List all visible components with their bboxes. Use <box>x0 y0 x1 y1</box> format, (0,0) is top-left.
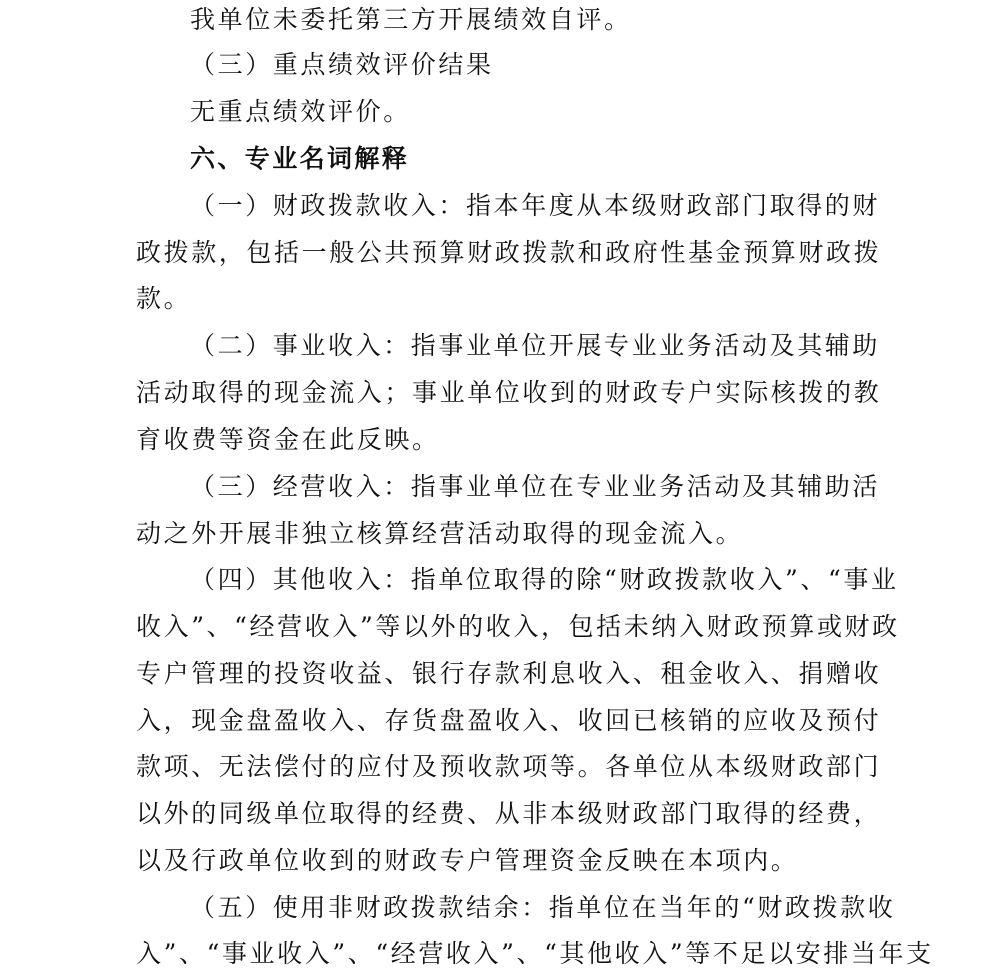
text-line: 入”、“事业收入”、“经营收入”、“其他收入”等不足以安排当年支 <box>136 939 934 968</box>
text-line: 款项、无法偿付的应付及预收款项等。各单位从本级财政部门 <box>136 752 882 781</box>
text-line: 以外的同级单位取得的经费、从非本级财政部门取得的经费， <box>136 799 882 828</box>
text-line: （三）经营收入：指事业单位在专业业务活动及其辅助活 <box>190 472 881 501</box>
text-line: 政拨款，包括一般公共预算财政拨款和政府性基金预算财政拨 <box>136 238 882 267</box>
section-heading: 六、专业名词解释 <box>190 144 410 173</box>
text-line: 动之外开展非独立核算经营活动取得的现金流入。 <box>136 519 744 548</box>
text-line: 无重点绩效评价。 <box>190 97 411 126</box>
text-line: （二）事业收入：指事业单位开展专业业务活动及其辅助 <box>190 331 881 360</box>
subheading-line: （三）重点绩效评价结果 <box>190 50 494 79</box>
text-line: 我单位未委托第三方开展绩效自评。 <box>190 5 632 34</box>
text-line: 专户管理的投资收益、银行存款利息收入、租金收入、捐赠收 <box>136 659 882 688</box>
text-line: （一）财政拨款收入：指本年度从本级财政部门取得的财 <box>190 191 881 220</box>
text-line: 入，现金盘盈收入、存货盘盈收入、收回已核销的应收及预付 <box>136 706 882 735</box>
text-line: （五）使用非财政拨款结余：指单位在当年的“财政拨款收 <box>190 893 896 922</box>
text-line: 育收费等资金在此反映。 <box>136 425 440 454</box>
text-line: 以及行政单位收到的财政专户管理资金反映在本项内。 <box>136 846 799 875</box>
text-line: 收入”、“经营收入”等以外的收入，包括未纳入财政预算或财政 <box>136 612 900 641</box>
text-line: 款。 <box>136 284 192 313</box>
text-line: 活动取得的现金流入；事业单位收到的财政专户实际核拨的教 <box>136 378 882 407</box>
text-line: （四）其他收入：指单位取得的除“财政拨款收入”、“事业 <box>190 565 899 594</box>
